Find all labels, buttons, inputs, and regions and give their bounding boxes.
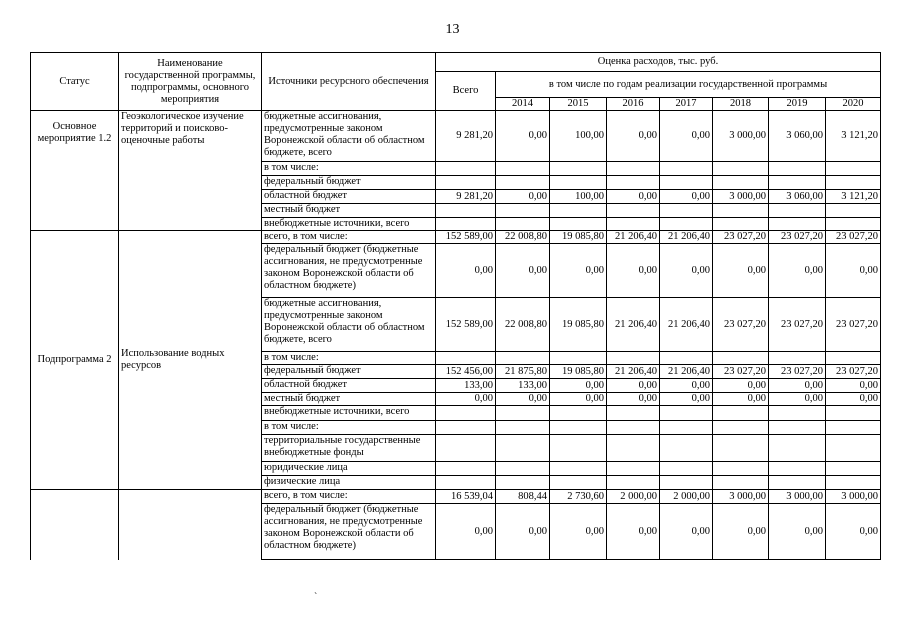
table-row (31, 231, 881, 244)
year-value-cell (607, 162, 660, 176)
year-value-cell (769, 176, 826, 190)
year-value-cell: 3 060,00 (769, 111, 826, 162)
source-cell: всего, в том числе: (262, 231, 436, 244)
source-cell: федеральный бюджет (262, 365, 436, 379)
year-value-cell (660, 176, 713, 190)
year-value-cell (496, 406, 550, 421)
year-value-cell: 22 008,80 (496, 231, 550, 244)
year-value-cell: 0,00 (607, 190, 660, 204)
source-cell: федеральный бюджет (бюджетные ассигнования, не предусмотренные законом Воронежской области об областном бюджете) (262, 244, 436, 298)
year-value-cell (713, 204, 769, 218)
year-value-cell: 0,00 (713, 393, 769, 406)
year-value-cell: 2 730,60 (550, 490, 607, 504)
source-cell: всего, в том числе: (262, 490, 436, 504)
year-value-cell (660, 462, 713, 476)
total-cell: 0,00 (436, 504, 496, 560)
year-value-cell (607, 352, 660, 365)
total-cell: 9 281,20 (436, 111, 496, 162)
year-value-cell: 3 000,00 (713, 111, 769, 162)
year-value-cell (660, 218, 713, 231)
year-value-cell (496, 176, 550, 190)
header-year: 2018 (713, 98, 769, 111)
status-cell (31, 490, 119, 560)
year-value-cell (713, 218, 769, 231)
program-name-cell (119, 490, 262, 560)
year-value-cell: 0,00 (496, 244, 550, 298)
year-value-cell: 0,00 (769, 504, 826, 560)
year-value-cell: 0,00 (713, 379, 769, 393)
year-value-cell: 0,00 (550, 393, 607, 406)
year-value-cell (550, 352, 607, 365)
source-cell: местный бюджет (262, 204, 436, 218)
year-value-cell (607, 421, 660, 435)
year-value-cell (550, 204, 607, 218)
total-cell: 152 589,00 (436, 298, 496, 352)
total-cell: 0,00 (436, 244, 496, 298)
year-value-cell: 100,00 (550, 111, 607, 162)
header-sources: Источники ресурсного обеспечения (262, 53, 436, 111)
year-value-cell (826, 162, 881, 176)
year-value-cell: 23 027,20 (769, 231, 826, 244)
total-cell (436, 162, 496, 176)
year-value-cell: 0,00 (769, 379, 826, 393)
header-year: 2015 (550, 98, 607, 111)
year-value-cell: 0,00 (550, 504, 607, 560)
year-value-cell: 23 027,20 (713, 298, 769, 352)
source-cell: областной бюджет (262, 379, 436, 393)
year-value-cell: 0,00 (769, 393, 826, 406)
year-value-cell (826, 421, 881, 435)
total-cell (436, 218, 496, 231)
year-value-cell (826, 176, 881, 190)
year-value-cell (826, 406, 881, 421)
header-year: 2017 (660, 98, 713, 111)
year-value-cell: 0,00 (496, 504, 550, 560)
year-value-cell (660, 162, 713, 176)
year-value-cell (660, 435, 713, 462)
source-cell: в том числе: (262, 162, 436, 176)
year-value-cell (496, 162, 550, 176)
year-value-cell: 0,00 (607, 504, 660, 560)
year-value-cell (826, 218, 881, 231)
year-value-cell: 21 206,40 (660, 298, 713, 352)
year-value-cell (826, 352, 881, 365)
page-number: 13 (445, 22, 460, 37)
header-estimate: Оценка расходов, тыс. руб. (436, 53, 881, 72)
year-value-cell (496, 435, 550, 462)
source-cell: бюджетные ассигнования, предусмотренные законом Воронежской области об областном бюджете, всего (262, 298, 436, 352)
program-name-cell: Геоэкологическое изучение территорий и поисково-оценочные работы (119, 111, 262, 231)
year-value-cell (607, 204, 660, 218)
year-value-cell (660, 204, 713, 218)
year-value-cell: 23 027,20 (769, 298, 826, 352)
year-value-cell: 23 027,20 (826, 298, 881, 352)
expenditure-table (30, 52, 881, 560)
source-cell: областной бюджет (262, 190, 436, 204)
year-value-cell (826, 476, 881, 490)
year-value-cell: 21 206,40 (660, 231, 713, 244)
source-cell: в том числе: (262, 421, 436, 435)
year-value-cell (660, 352, 713, 365)
year-value-cell (769, 352, 826, 365)
year-value-cell (713, 476, 769, 490)
status-cell: Основное мероприятие 1.2 (31, 111, 119, 231)
year-value-cell (713, 421, 769, 435)
year-value-cell: 0,00 (826, 379, 881, 393)
total-cell: 133,00 (436, 379, 496, 393)
year-value-cell (550, 218, 607, 231)
header-year: 2016 (607, 98, 660, 111)
year-value-cell (550, 476, 607, 490)
total-cell (436, 462, 496, 476)
header-by-years: в том числе по годам реализации государственной программы (496, 72, 881, 98)
year-value-cell (607, 176, 660, 190)
total-cell: 9 281,20 (436, 190, 496, 204)
year-value-cell (826, 462, 881, 476)
year-value-cell: 3 000,00 (826, 490, 881, 504)
year-value-cell (713, 462, 769, 476)
year-value-cell: 0,00 (607, 379, 660, 393)
year-value-cell: 0,00 (660, 504, 713, 560)
stray-mark: ` (314, 592, 318, 603)
source-cell: внебюджетные источники, всего (262, 218, 436, 231)
year-value-cell (769, 435, 826, 462)
year-value-cell: 2 000,00 (607, 490, 660, 504)
year-value-cell (769, 162, 826, 176)
year-value-cell: 0,00 (826, 393, 881, 406)
year-value-cell (607, 406, 660, 421)
year-value-cell (660, 421, 713, 435)
year-value-cell: 0,00 (769, 244, 826, 298)
year-value-cell: 22 008,80 (496, 298, 550, 352)
year-value-cell: 0,00 (607, 244, 660, 298)
source-cell: бюджетные ассигнования, предусмотренные законом Воронежской области об областном бюджете, всего (262, 111, 436, 162)
year-value-cell: 23 027,20 (769, 365, 826, 379)
header-year: 2020 (826, 98, 881, 111)
source-cell: федеральный бюджет (бюджетные ассигнования, не предусмотренные законом Воронежской области об областном бюджете) (262, 504, 436, 560)
year-value-cell (496, 462, 550, 476)
source-cell: федеральный бюджет (262, 176, 436, 190)
year-value-cell: 0,00 (713, 504, 769, 560)
year-value-cell: 0,00 (713, 244, 769, 298)
total-cell (436, 352, 496, 365)
year-value-cell: 21 206,40 (607, 231, 660, 244)
year-value-cell: 21 206,40 (607, 298, 660, 352)
source-cell: территориальные государственные внебюджетные фонды (262, 435, 436, 462)
year-value-cell: 19 085,80 (550, 298, 607, 352)
year-value-cell: 3 000,00 (713, 490, 769, 504)
year-value-cell (496, 421, 550, 435)
year-value-cell: 3 121,20 (826, 111, 881, 162)
year-value-cell (550, 462, 607, 476)
year-value-cell: 0,00 (607, 111, 660, 162)
year-value-cell (660, 476, 713, 490)
year-value-cell: 0,00 (660, 379, 713, 393)
year-value-cell (496, 352, 550, 365)
year-value-cell (607, 218, 660, 231)
year-value-cell: 23 027,20 (713, 365, 769, 379)
year-value-cell: 0,00 (550, 244, 607, 298)
total-cell (436, 476, 496, 490)
year-value-cell (550, 162, 607, 176)
year-value-cell: 21 206,40 (660, 365, 713, 379)
year-value-cell (769, 462, 826, 476)
year-value-cell (713, 162, 769, 176)
year-value-cell: 23 027,20 (713, 231, 769, 244)
year-value-cell: 21 875,80 (496, 365, 550, 379)
source-cell: физические лица (262, 476, 436, 490)
year-value-cell (826, 204, 881, 218)
year-value-cell: 0,00 (660, 244, 713, 298)
year-value-cell (496, 218, 550, 231)
year-value-cell: 133,00 (496, 379, 550, 393)
status-cell: Подпрограмма 2 (31, 231, 119, 490)
year-value-cell (550, 406, 607, 421)
year-value-cell (769, 406, 826, 421)
year-value-cell (660, 406, 713, 421)
year-value-cell: 23 027,20 (826, 231, 881, 244)
year-value-cell (713, 406, 769, 421)
year-value-cell: 0,00 (826, 244, 881, 298)
year-value-cell (769, 218, 826, 231)
source-cell: местный бюджет (262, 393, 436, 406)
year-value-cell: 0,00 (496, 111, 550, 162)
year-value-cell (713, 435, 769, 462)
total-cell (436, 406, 496, 421)
source-cell: внебюджетные источники, всего (262, 406, 436, 421)
year-value-cell (713, 352, 769, 365)
year-value-cell: 0,00 (496, 190, 550, 204)
program-name-cell: Использование водных ресурсов (119, 231, 262, 490)
total-cell: 152 456,00 (436, 365, 496, 379)
year-value-cell: 3 060,00 (769, 190, 826, 204)
total-cell (436, 204, 496, 218)
year-value-cell: 0,00 (826, 504, 881, 560)
header-year: 2014 (496, 98, 550, 111)
year-value-cell: 2 000,00 (660, 490, 713, 504)
year-value-cell (607, 476, 660, 490)
total-cell (436, 435, 496, 462)
source-cell: в том числе: (262, 352, 436, 365)
source-cell: юридические лица (262, 462, 436, 476)
year-value-cell (496, 476, 550, 490)
total-cell (436, 421, 496, 435)
year-value-cell (607, 462, 660, 476)
year-value-cell (713, 176, 769, 190)
total-cell: 16 539,04 (436, 490, 496, 504)
header-name: Наименование государственной программы, подпрограммы, основного мероприятия (119, 53, 262, 111)
year-value-cell (607, 435, 660, 462)
year-value-cell: 23 027,20 (826, 365, 881, 379)
year-value-cell: 19 085,80 (550, 231, 607, 244)
year-value-cell: 0,00 (660, 190, 713, 204)
year-value-cell (550, 421, 607, 435)
year-value-cell (826, 435, 881, 462)
year-value-cell (769, 476, 826, 490)
year-value-cell: 100,00 (550, 190, 607, 204)
header-status: Статус (31, 53, 119, 111)
total-cell: 0,00 (436, 393, 496, 406)
year-value-cell (769, 204, 826, 218)
year-value-cell (550, 176, 607, 190)
year-value-cell: 0,00 (496, 393, 550, 406)
year-value-cell: 808,44 (496, 490, 550, 504)
header-total: Всего (436, 72, 496, 111)
table-row (31, 111, 881, 162)
year-value-cell: 3 121,20 (826, 190, 881, 204)
year-value-cell: 3 000,00 (713, 190, 769, 204)
year-value-cell (769, 421, 826, 435)
year-value-cell: 3 000,00 (769, 490, 826, 504)
header-year: 2019 (769, 98, 826, 111)
year-value-cell: 0,00 (660, 393, 713, 406)
total-cell: 152 589,00 (436, 231, 496, 244)
year-value-cell: 21 206,40 (607, 365, 660, 379)
year-value-cell: 0,00 (660, 111, 713, 162)
year-value-cell: 0,00 (607, 393, 660, 406)
year-value-cell (496, 204, 550, 218)
total-cell (436, 176, 496, 190)
year-value-cell (550, 435, 607, 462)
year-value-cell: 0,00 (550, 379, 607, 393)
year-value-cell: 19 085,80 (550, 365, 607, 379)
table-row (31, 490, 881, 504)
